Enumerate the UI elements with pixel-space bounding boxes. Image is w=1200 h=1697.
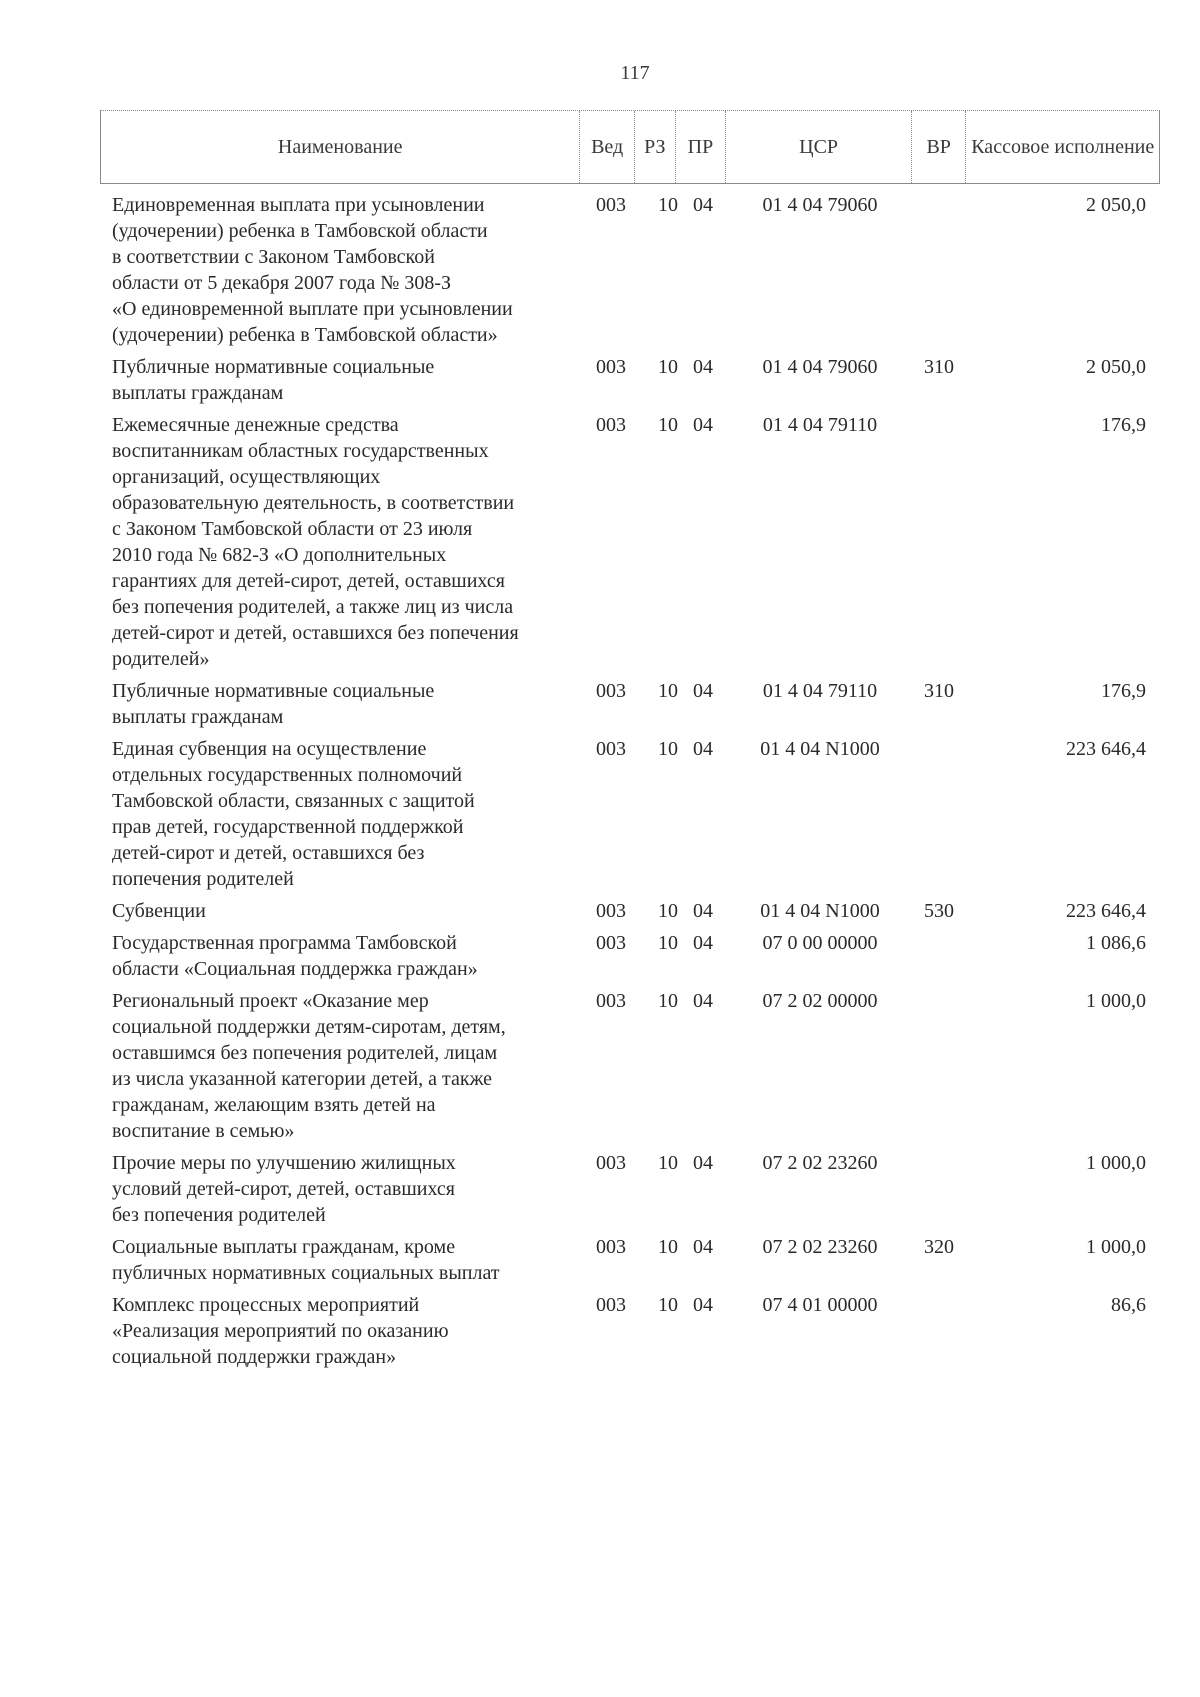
cell-name — [100, 1150, 582, 1228]
cell-name-line: попечения родителей — [112, 868, 294, 890]
cell-ved: 003 — [596, 990, 626, 1012]
header-pr: ПР — [676, 111, 727, 183]
header-name: Наименование — [101, 111, 580, 183]
cell-csr: 07 2 02 23260 — [762, 1152, 878, 1174]
cell-execution: 1 000,0 — [1086, 990, 1146, 1012]
cell-name — [100, 930, 582, 982]
cell-pr: 04 — [693, 738, 713, 760]
cell-name-line: области «Социальная поддержка граждан» — [112, 958, 478, 980]
cell-name-line: (удочерении) ребенка в Тамбовской области — [112, 220, 488, 242]
cell-csr: 01 4 04 79110 — [762, 680, 878, 702]
cell-name — [100, 192, 582, 348]
cell-vr — [912, 1150, 966, 1228]
table-row — [100, 1234, 1160, 1286]
cell-name-line: (удочерении) ребенка в Тамбовской области» — [112, 324, 498, 346]
table-row — [100, 988, 1160, 1144]
cell-name-line: образовательную деятельность, в соответствии — [112, 492, 515, 514]
budget-table — [100, 110, 1160, 1376]
cell-name — [100, 1234, 582, 1286]
cell-name-line: с Законом Тамбовской области от 23 июля — [112, 518, 473, 540]
cell-rz: 10 — [658, 414, 678, 436]
cell-name — [100, 354, 582, 406]
cell-rz: 10 — [658, 1236, 678, 1258]
cell-name-line: выплаты гражданам — [112, 706, 284, 728]
cell-name-line: гражданам, желающим взять детей на — [112, 1094, 436, 1116]
cell-ved: 003 — [596, 1236, 626, 1258]
cell-vr: 310 — [924, 356, 954, 378]
table-header — [100, 110, 1160, 184]
cell-pr: 04 — [693, 1236, 713, 1258]
cell-name-line: социальной поддержки граждан» — [112, 1346, 397, 1368]
cell-ved: 003 — [596, 356, 626, 378]
cell-name-line: прав детей, государственной поддержкой — [112, 816, 464, 838]
cell-execution: 176,9 — [1101, 680, 1146, 702]
cell-name-line: «Реализация мероприятий по оказанию — [112, 1320, 449, 1342]
cell-name-line: Публичные нормативные социальные — [112, 356, 435, 378]
cell-ved: 003 — [596, 680, 626, 702]
cell-name-line: Социальные выплаты гражданам, кроме — [112, 1236, 456, 1258]
cell-vr — [912, 1292, 966, 1370]
cell-name-line: Тамбовской области, связанных с защитой — [112, 790, 475, 812]
cell-rz: 10 — [658, 194, 678, 216]
cell-name-line: Субвенции — [112, 900, 206, 922]
cell-rz: 10 — [658, 356, 678, 378]
cell-csr: 01 4 04 79060 — [762, 194, 878, 216]
cell-execution: 2 050,0 — [1086, 356, 1146, 378]
cell-rz: 10 — [658, 1294, 678, 1316]
cell-name-line: воспитание в семью» — [112, 1120, 295, 1142]
cell-ved: 003 — [596, 900, 626, 922]
cell-ved: 003 — [596, 1294, 626, 1316]
cell-name-line: Единовременная выплата при усыновлении — [112, 194, 485, 216]
cell-ved: 003 — [596, 932, 626, 954]
cell-vr — [912, 192, 966, 348]
cell-rz: 10 — [658, 900, 678, 922]
cell-rz: 10 — [658, 990, 678, 1012]
cell-pr: 04 — [693, 932, 713, 954]
cell-name-line: оставшимся без попечения родителей, лицам — [112, 1042, 498, 1064]
cell-rz: 10 — [658, 932, 678, 954]
cell-pr: 04 — [693, 414, 713, 436]
cell-pr: 04 — [693, 1152, 713, 1174]
cell-name — [100, 678, 582, 730]
cell-name-line: области от 5 декабря 2007 года № 308-З — [112, 272, 451, 294]
cell-name-line: детей-сирот и детей, оставшихся без попечения — [112, 622, 519, 644]
cell-vr: 530 — [924, 900, 954, 922]
cell-name — [100, 898, 582, 924]
cell-csr: 07 2 02 00000 — [762, 990, 878, 1012]
table-row — [100, 930, 1160, 982]
cell-execution: 176,9 — [1101, 414, 1146, 436]
cell-rz: 10 — [658, 1152, 678, 1174]
cell-csr: 07 4 01 00000 — [762, 1294, 878, 1316]
table-row — [100, 1292, 1160, 1370]
cell-name-line: гарантиях для детей-сирот, детей, оставшихся — [112, 570, 505, 592]
cell-pr: 04 — [693, 990, 713, 1012]
cell-name-line: из числа указанной категории детей, а также — [112, 1068, 493, 1090]
cell-rz: 10 — [658, 738, 678, 760]
cell-vr — [912, 988, 966, 1144]
cell-csr: 01 4 04 79110 — [762, 414, 878, 436]
cell-name-line: Региональный проект «Оказание мер — [112, 990, 429, 1012]
cell-rz: 10 — [658, 680, 678, 702]
cell-name-line: социальной поддержки детям-сиротам, детям, — [112, 1016, 506, 1038]
cell-name-line: публичных нормативных социальных выплат — [112, 1262, 500, 1284]
header-csr: ЦСР — [726, 111, 912, 183]
table-row — [100, 192, 1160, 348]
cell-ved: 003 — [596, 414, 626, 436]
cell-pr: 04 — [693, 1294, 713, 1316]
table-row — [100, 1150, 1160, 1228]
cell-name-line: детей-сирот и детей, оставшихся без — [112, 842, 425, 864]
cell-execution: 86,6 — [1111, 1294, 1146, 1316]
cell-name-line: воспитанникам областных государственных — [112, 440, 489, 462]
cell-execution: 223 646,4 — [1066, 738, 1146, 760]
cell-name-line: Государственная программа Тамбовской — [112, 932, 457, 954]
cell-vr: 310 — [924, 680, 954, 702]
table-row — [100, 736, 1160, 892]
cell-name-line: Публичные нормативные социальные — [112, 680, 435, 702]
cell-name — [100, 736, 582, 892]
cell-ved: 003 — [596, 738, 626, 760]
cell-execution: 1 086,6 — [1086, 932, 1146, 954]
table-row — [100, 412, 1160, 672]
cell-name — [100, 412, 582, 672]
table-body — [100, 192, 1160, 1370]
cell-vr — [912, 930, 966, 982]
cell-vr: 320 — [924, 1236, 954, 1258]
header-vr: ВР — [912, 111, 967, 183]
cell-ved: 003 — [596, 194, 626, 216]
cell-execution: 2 050,0 — [1086, 194, 1146, 216]
cell-name-line: «О единовременной выплате при усыновлении — [112, 298, 513, 320]
header-rz: РЗ — [635, 111, 676, 183]
cell-vr — [912, 736, 966, 892]
table-row — [100, 354, 1160, 406]
cell-name-line: условий детей-сирот, детей, оставшихся — [112, 1178, 455, 1200]
cell-name-line: родителей» — [112, 648, 210, 670]
cell-name-line: Ежемесячные денежные средства — [112, 414, 399, 436]
cell-name-line: 2010 года № 682-З «О дополнительных — [112, 544, 447, 566]
cell-ved: 003 — [596, 1152, 626, 1174]
cell-pr: 04 — [693, 900, 713, 922]
cell-vr — [912, 412, 966, 672]
page-number: 117 — [620, 62, 650, 84]
cell-csr: 07 0 00 00000 — [762, 932, 878, 954]
cell-execution: 223 646,4 — [1066, 900, 1146, 922]
cell-name-line: без попечения родителей — [112, 1204, 326, 1226]
cell-csr: 01 4 04 N1000 — [760, 900, 880, 922]
cell-name-line: Прочие меры по улучшению жилищных — [112, 1152, 456, 1174]
cell-name-line: организаций, осуществляющих — [112, 466, 381, 488]
cell-name-line: выплаты гражданам — [112, 382, 284, 404]
cell-pr: 04 — [693, 194, 713, 216]
cell-pr: 04 — [693, 356, 713, 378]
cell-name-line: Единая субвенция на осуществление — [112, 738, 427, 760]
cell-name-line: Комплекс процессных мероприятий — [112, 1294, 420, 1316]
cell-csr: 07 2 02 23260 — [762, 1236, 878, 1258]
cell-csr: 01 4 04 N1000 — [760, 738, 880, 760]
cell-name-line: отдельных государственных полномочий — [112, 764, 463, 786]
cell-csr: 01 4 04 79060 — [762, 356, 878, 378]
cell-pr: 04 — [693, 680, 713, 702]
header-execution: Кассовое исполнение — [971, 136, 1155, 158]
cell-name — [100, 1292, 582, 1370]
header-ved: Вед — [580, 111, 635, 183]
table-row — [100, 898, 1160, 924]
cell-execution: 1 000,0 — [1086, 1236, 1146, 1258]
table-row — [100, 678, 1160, 730]
cell-execution: 1 000,0 — [1086, 1152, 1146, 1174]
cell-name-line: без попечения родителей, а также лиц из числа — [112, 596, 514, 618]
cell-name — [100, 988, 582, 1144]
cell-name-line: в соответствии с Законом Тамбовской — [112, 246, 435, 268]
